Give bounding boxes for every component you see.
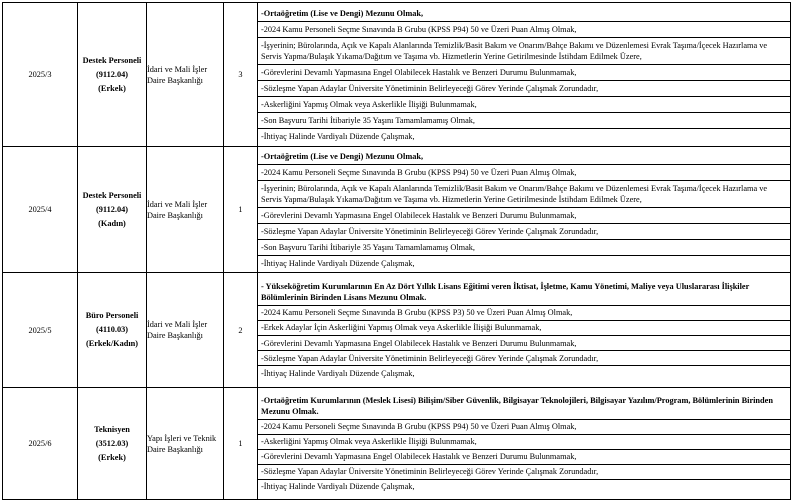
position-title-line: Teknisyen bbox=[94, 424, 130, 434]
table-row bbox=[3, 147, 791, 273]
position-title-line: Destek Personeli bbox=[82, 190, 142, 200]
position-title-line: (4110.03) bbox=[95, 325, 129, 334]
requirement-item: -2024 Kamu Personeli Seçme Sınavında B Grubu (KPSS P94) 50 ve Üzeri Puan Almış Olmak, bbox=[258, 165, 790, 181]
position-count: 1 bbox=[224, 147, 258, 273]
position-count: 2 bbox=[224, 273, 258, 388]
requirement-item: -Ortaöğretim (Lise ve Dengi) Mezunu Olmak, bbox=[258, 149, 790, 165]
requirement-item: -Ortaöğretim (Lise ve Dengi) Mezunu Olmak, bbox=[258, 6, 790, 22]
position-title-line: Büro Personeli bbox=[85, 311, 139, 320]
requirement-item: -Ortaöğretim Kurumlarının (Meslek Lisesi) Bilişim/Siber Güvenlik, Bilgisayar Teknolojileri, Bilgisayar Yazılım/Program, Bölümlerinin Birinden Mezunu Olmak. bbox=[258, 394, 790, 420]
requirement-item: -İhtiyaç Halinde Vardiyalı Düzende Çalışmak, bbox=[261, 482, 415, 491]
position-title bbox=[78, 273, 147, 388]
requirements-cell bbox=[258, 147, 791, 273]
requirement-item: -Askerliğini Yapmış Olmak veya Askerlikle İlişiği Bulunmamak, bbox=[258, 97, 790, 113]
position-code: 2025/4 bbox=[3, 147, 78, 273]
position-title-line: (Erkek/Kadın) bbox=[85, 339, 139, 348]
requirement-item: -Sözleşme Yapan Adaylar Üniversite Yönetiminin Belirleyeceği Görev Yerinde Çalışmak Zorundadır, bbox=[258, 81, 790, 97]
position-code: 2025/6 bbox=[3, 388, 78, 500]
requirement-item: -İşyerinin; Bürolarında, Açık ve Kapalı Alanlarında Temizlik/Basit Bakım ve Onarım/Bahçe Bakımı ve Düzenlemesi Evrak Taşıma/İçecek Hazırlama ve Servis Yapma/Bulaşık Yıkama/Dağıtım ve Taşıma vb. Hizmetlerin Yerine Getirilmesinde İstihdam Edilmek Üzere, bbox=[258, 181, 790, 208]
requirement-item: -İhtiyaç Halinde Vardiyalı Düzende Çalışmak, bbox=[261, 368, 415, 378]
position-code: 2025/3 bbox=[3, 3, 78, 147]
requirement-item: -Görevlerini Devamlı Yapmasına Engel Olabilecek Hastalık ve Benzeri Durumu Bulunmamak, bbox=[258, 336, 790, 351]
requirement-item: -Sözleşme Yapan Adaylar Üniversite Yönetiminin Belirleyeceği Görev Yerinde Çalışmak Zorundadır, bbox=[258, 465, 790, 480]
department: Yapı İşleri ve Teknik Daire Başkanlığı bbox=[147, 388, 224, 500]
position-count: 3 bbox=[224, 3, 258, 147]
requirement-item: - Yükseköğretim Kurumlarının En Az Dört Yıllık Lisans Eğitimi veren İktisat, İşletme, Kamu Yönetimi, Maliye veya Uluslararası İlişkiler Bölümlerinin Birinden Lisans Mezunu Olmak. bbox=[258, 279, 790, 305]
requirement-item: -Erkek Adaylar İçin Askerliğini Yapmış Olmak veya Askerlikle İlişiği Bulunmamak, bbox=[258, 321, 790, 336]
table-row bbox=[3, 3, 791, 147]
position-title bbox=[78, 388, 147, 500]
table-row bbox=[3, 388, 791, 500]
position-title bbox=[78, 3, 147, 147]
position-title-line: (9112.04) bbox=[95, 204, 129, 214]
requirement-item: -Görevlerini Devamlı Yapmasına Engel Olabilecek Hastalık ve Benzeri Durumu Bulunmamak, bbox=[258, 450, 790, 465]
position-title-line: (Erkek) bbox=[98, 452, 126, 462]
requirements-cell bbox=[258, 273, 791, 388]
department: İdari ve Mali İşler Daire Başkanlığı bbox=[147, 3, 224, 147]
position-title-line: (9112.04) bbox=[95, 69, 129, 79]
requirement-item: -Sözleşme Yapan Adaylar Üniversite Yönetiminin Belirleyeceği Görev Yerinde Çalışmak Zorundadır, bbox=[258, 224, 790, 240]
position-title-line: (Kadın) bbox=[98, 218, 126, 228]
department: İdari ve Mali İşler Daire Başkanlığı bbox=[147, 273, 224, 388]
table-row bbox=[3, 273, 791, 388]
position-title-line: (3512.03) bbox=[95, 438, 129, 448]
position-title-line: Destek Personeli bbox=[82, 55, 142, 65]
requirements-cell bbox=[258, 3, 791, 147]
position-count: 1 bbox=[224, 388, 258, 500]
requirement-item: -2024 Kamu Personeli Seçme Sınavında B Grubu (KPSS P3) 50 ve Üzeri Puan Almış Olmak, bbox=[258, 306, 790, 321]
requirement-item: -Görevlerini Devamlı Yapmasına Engel Olabilecek Hastalık ve Benzeri Durumu Bulunmamak, bbox=[258, 208, 790, 224]
requirement-item: -Askerliğini Yapmış Olmak veya Askerlikle İlişiği Bulunmamak, bbox=[258, 435, 790, 450]
requirement-item: -Görevlerini Devamlı Yapmasına Engel Olabilecek Hastalık ve Benzeri Durumu Bulunmamak, bbox=[258, 65, 790, 81]
department: İdari ve Mali İşler Daire Başkanlığı bbox=[147, 147, 224, 273]
position-title-line: (Erkek) bbox=[98, 83, 126, 93]
requirement-item: -İhtiyaç Halinde Vardiyalı Düzende Çalışmak, bbox=[261, 258, 415, 268]
position-code: 2025/5 bbox=[3, 273, 78, 388]
job-positions-table bbox=[2, 2, 791, 500]
position-title bbox=[78, 147, 147, 273]
requirement-item: -İşyerinin; Bürolarında, Açık ve Kapalı Alanlarında Temizlik/Basit Bakım ve Onarım/Bahçe Bakımı ve Düzenlemesi Evrak Taşıma/İçecek Hazırlama ve Servis Yapma/Bulaşık Yıkama/Dağıtım ve Taşıma vb. Hizmetlerin Yerine Getirilmesinde İstihdam Edilmek Üzere, bbox=[258, 38, 790, 65]
requirement-item: -2024 Kamu Personeli Seçme Sınavında B Grubu (KPSS P94) 50 ve Üzeri Puan Almış Olmak, bbox=[258, 420, 790, 435]
requirement-item: -Sözleşme Yapan Adaylar Üniversite Yönetiminin Belirleyeceği Görev Yerinde Çalışmak Zorundadır, bbox=[258, 351, 790, 366]
requirement-item: -Son Başvuru Tarihi İtibariyle 35 Yaşını Tamamlamamış Olmak, bbox=[258, 113, 790, 129]
requirement-item: -Son Başvuru Tarihi İtibariyle 35 Yaşını Tamamlamamış Olmak, bbox=[258, 240, 790, 256]
requirement-item: -2024 Kamu Personeli Seçme Sınavında B Grubu (KPSS P94) 50 ve Üzeri Puan Almış Olmak, bbox=[258, 22, 790, 38]
requirements-cell bbox=[258, 388, 791, 500]
requirement-item: -İhtiyaç Halinde Vardiyalı Düzende Çalışmak, bbox=[261, 131, 415, 141]
